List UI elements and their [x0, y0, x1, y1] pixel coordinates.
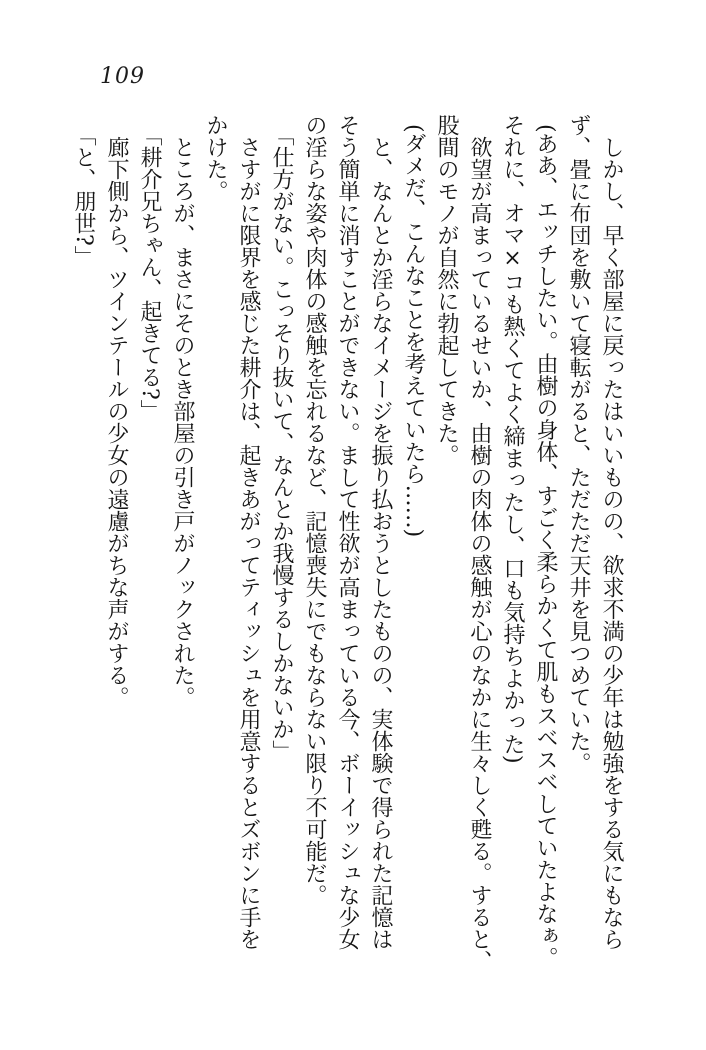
text-line: それに、オマ×コも熱くてよく締まったし、口も気持ちよかった): [500, 114, 525, 764]
text-line: (ああ、エッチしたい。由樹の身体、すごく柔らかくて肌もスベスベしていたよなぁ。: [533, 123, 558, 969]
text-line: ところが、まさにそのとき部屋の引き戸がノックされた。: [170, 136, 195, 708]
text-line: しかし、早く部屋に戻ったはいいものの、欲求不満の少年は勉強をする気にもなら: [599, 136, 624, 950]
page-number: 109: [100, 64, 145, 89]
text-line: 欲望が高まっているせいか、由樹の肉体の感触が心のなかに生々しく甦る。すると、: [467, 136, 492, 972]
text-line: 「耕介兄ちゃん、起きてる?」: [137, 123, 162, 422]
text-line: と、なんとか淫らなイメージを振り払おうとしたものの、実体験で得られた記憶は: [368, 136, 393, 950]
text-line: の淫らな姿や肉体の感触を忘れるなど、記憶喪失にでもならない限り不可能だ。: [302, 114, 327, 906]
text-line: 「仕方がない。こっそり抜いて、なんとか我慢するしかないか」: [269, 123, 294, 762]
text-line: 廊下側から、ツインテールの少女の遠慮がちな声がする。: [104, 136, 129, 708]
text-line: (ダメだ、こんなことを考えていたら……): [401, 123, 426, 538]
text-line: さすがに限界を感じた耕介は、起きあがってティッシュを用意するとズボンに手を: [236, 136, 261, 950]
text-line: そう簡単に消すことができない。まして性欲が高まっている今、ボーイッシュな少女: [335, 114, 360, 950]
text-line: 「と、朋世?」: [71, 123, 96, 268]
text-line: かけた。: [203, 114, 228, 202]
text-line: 股間のモノが自然に勃起してきた。: [434, 114, 459, 466]
page-text: [67, 114, 628, 1024]
text-line: ず、畳に布団を敷いて寝転がると、ただただ天井を見つめていた。: [566, 114, 591, 774]
